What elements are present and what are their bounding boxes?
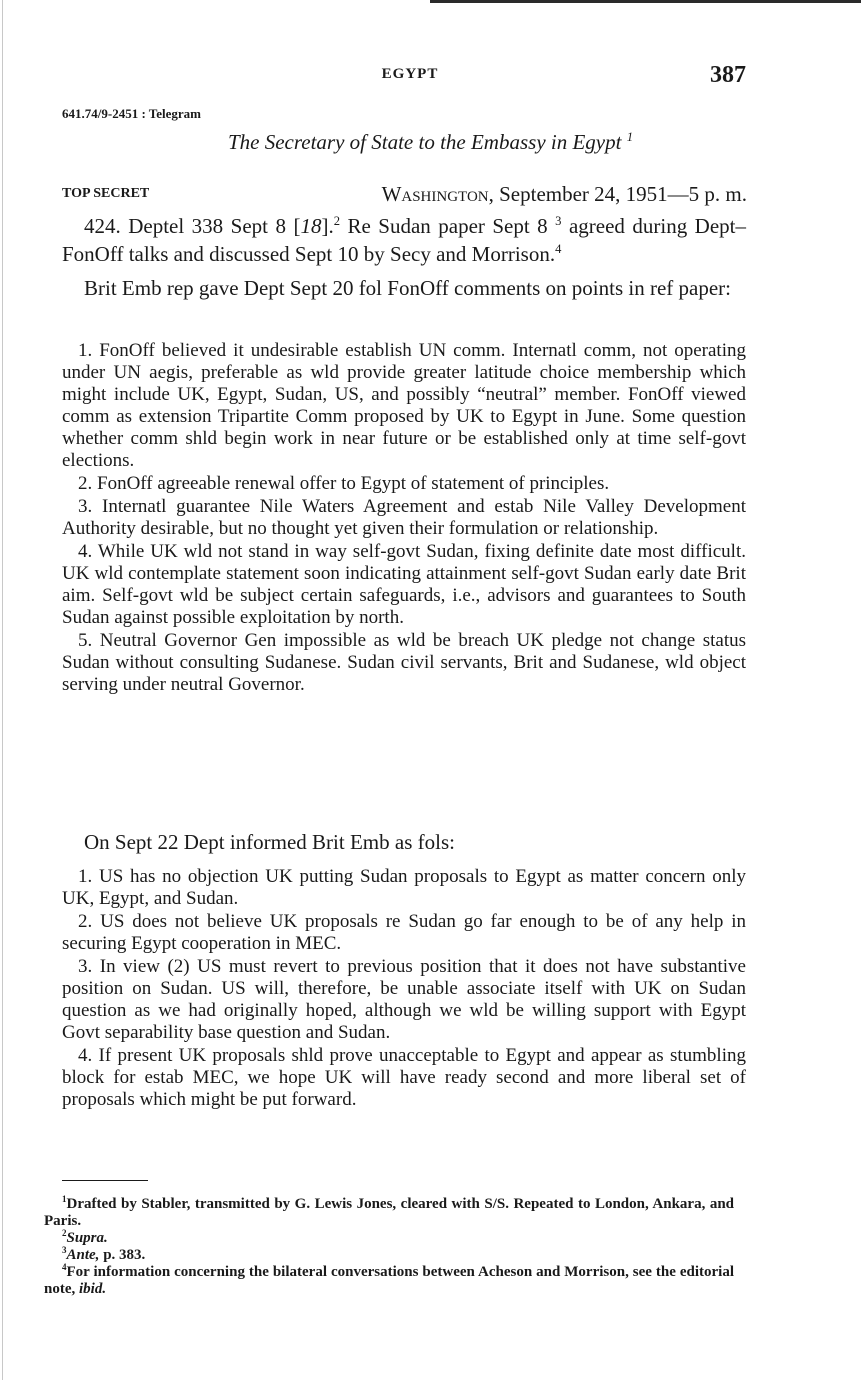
us-position-list (62, 866, 746, 1112)
footnote: $^2$Supra. (62, 1228, 108, 1246)
footnote-ref-3: 3 (555, 214, 562, 228)
footnote-ref-2: 2 (333, 214, 340, 228)
footnotes (44, 1196, 734, 1298)
us-point: 3. In view (2) US must revert to previous position that it does not have substantive position on Sudan. US will, therefore, be unable associate itself with UK on Sudan question as we had originally hoped, although we wld be willing support with Egypt Govt separability base question and Sudan. (62, 956, 746, 1043)
dateline-place: Washington (381, 182, 489, 206)
fonoff-point: 4. While UK wld not stand in way self-govt Sudan, fixing definite date most difficult. UK wld contemplate statement soon indicating attainment self-govt Sudan early date Brit aim. Self-govt wld be subject certain safeguards, i.e., advisors and guarantees to South Sudan against possible exploitation by north. (62, 541, 746, 628)
reply-intro (62, 828, 746, 862)
us-point: 1. US has no objection UK putting Sudan proposals to Egypt as matter concern only UK, Egypt, and Sudan. (62, 866, 746, 909)
us-point: 2. US does not believe UK proposals re Sudan go far enough to be of any help in securing Egypt cooperation in MEC. (62, 911, 746, 954)
fonoff-point: 1. FonOff believed it undesirable establish UN comm. Internatl comm, not operating under UN aegis, preferable as wld provide greater latitude choice membership which might include UK, Egypt, Sudan, US, and possibly “neutral” member. FonOff viewed comm as extension Tripartite Comm proposed by UK to Egypt in June. Some question whether comm shld begin work in near future or be established only at time self-govt elections. (62, 340, 746, 471)
reply-intro-paragraph: On Sept 22 Dept informed Brit Emb as fols: (84, 830, 455, 854)
footnote: $^3$Ante, p. 383. (62, 1245, 146, 1263)
file-number: 641.74/9-2451 : Telegram (62, 106, 202, 121)
footnote-divider (62, 1180, 148, 1181)
section-title: EGYPT (381, 66, 439, 82)
page-number: 387 (710, 62, 746, 88)
page-edge-line (2, 0, 3, 1380)
fonoff-point: 5. Neutral Governor Gen impossible as wld be breach UK pledge not change status Sudan without consulting Sudanese. Sudan civil servants, Brit and Sudanese, wld object serving under neutral Governor. (62, 630, 746, 695)
footnote-ref-4: 4 (555, 242, 562, 256)
comments-intro-paragraph: Brit Emb rep gave Dept Sept 20 fol FonOff comments on points in ref paper: (84, 276, 731, 300)
footnote: $^4$For information concerning the bilateral conversations between Acheson and Morrison, see the editorial note, ibid. (44, 1262, 734, 1297)
fonoff-point: 3. Internatl guarantee Nile Waters Agreement and estab Nile Valley Development Authority desirable, but no thought yet given their formulation or relationship. (62, 496, 746, 539)
us-point: 4. If present UK proposals shld prove unacceptable to Egypt and appear as stumbling block for estab MEC, we hope UK will have ready second and more liberal set of proposals which might be put forward. (62, 1045, 746, 1110)
telegram-body-intro (62, 212, 746, 308)
footnote-ref-1: 1 (626, 130, 634, 144)
document-title (0, 130, 861, 155)
classification-label: TOP SECRET (62, 186, 150, 201)
top-edge-rule (430, 0, 861, 3)
footnote: $^1$Drafted by Stabler, transmitted by G. Lewis Jones, cleared with S/S. Repeated to London, Ankara, and Paris. (44, 1194, 734, 1229)
fonoff-point: 2. FonOff agreeable renewal offer to Egypt of statement of principles. (78, 473, 610, 494)
dateline (382, 182, 747, 207)
document-title-text: The Secretary of State to the Embassy in Egypt (227, 130, 622, 154)
dateline-date: , September 24, 1951—5 p. m. (488, 182, 747, 206)
opening-paragraph: 424. Deptel 338 Sept 8 [18].$^2$ Re Sudan paper Sept 8 $^3$ agreed during Dept–FonOff talks and discussed Sept 10 by Secy and Morrison.$^4$ (62, 214, 747, 266)
fonoff-comments-list (62, 340, 746, 697)
cross-reference: 18 (300, 214, 322, 238)
